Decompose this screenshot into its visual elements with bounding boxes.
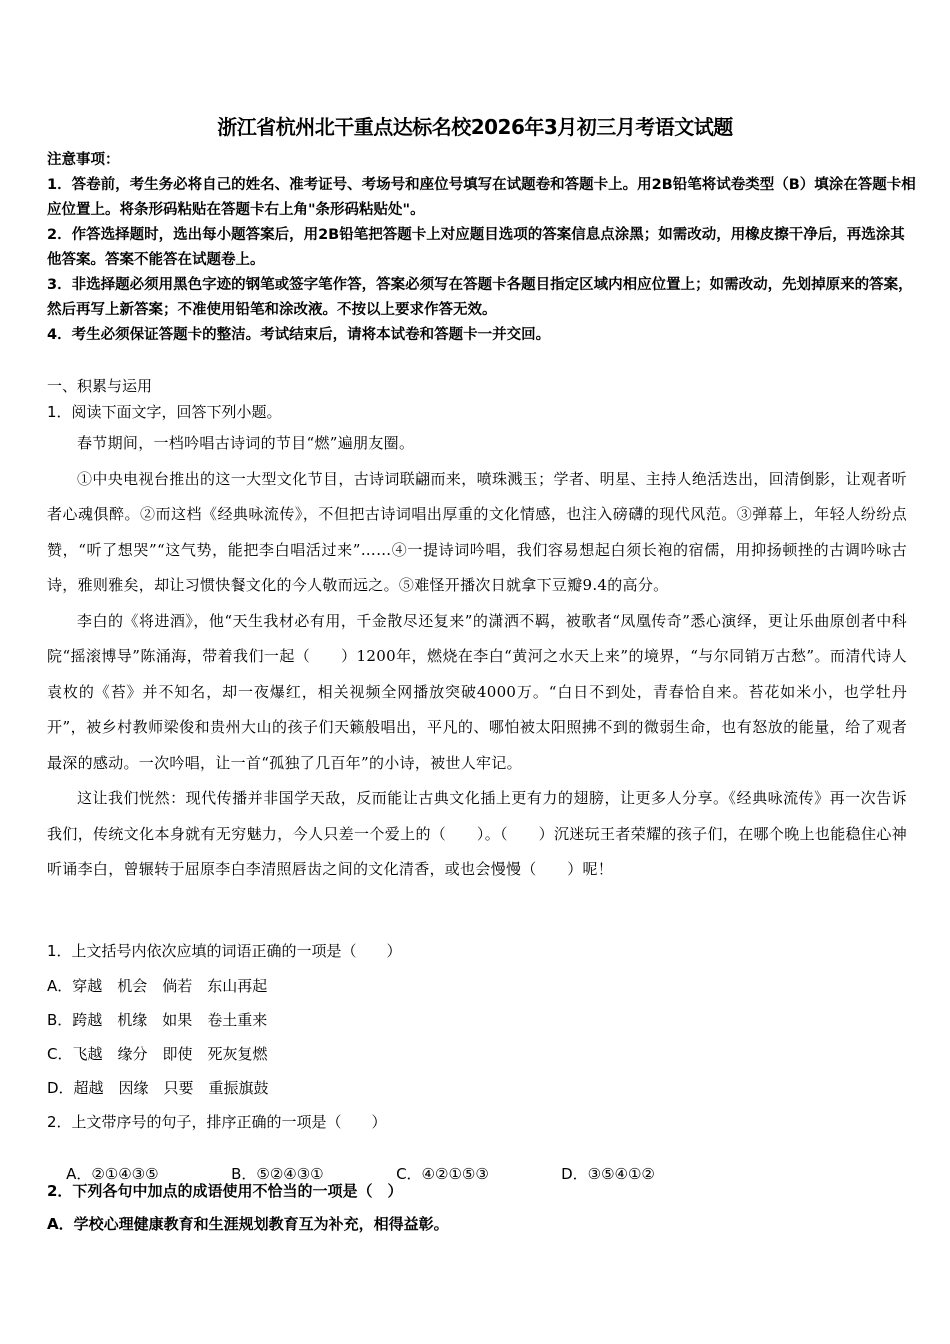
notice-heading: 注意事项： bbox=[47, 152, 120, 168]
sub2-option-d: D．③⑤④①② bbox=[561, 1165, 655, 1183]
q1-prompt: 1．阅读下面文字，回答下列小题。 bbox=[47, 403, 282, 421]
q2-option-a: A．学校心理健康教育和生涯规划教育互为补充，相得益彰。 bbox=[47, 1215, 449, 1233]
sub-question-1: 1．上文括号内依次应填的词语正确的一项是（ ） bbox=[47, 942, 402, 960]
sub1-option-c: C．飞越 缘分 即使 死灰复燃 bbox=[47, 1045, 268, 1063]
notice-item-3: 3．非选择题必须用黑色字迹的钢笔或签字笔作答，答案必须写在答题卡各题目指定区域内相应位置上；如需改动，先划掉原来的答案，然后再写上新答案；不准使用铅笔和涂改液。不按以上要求作答无效。 bbox=[47, 277, 913, 318]
sub1-option-b: B．跨越 机缘 如果 卷土重来 bbox=[47, 1011, 268, 1029]
section-heading: 一、积累与运用 bbox=[47, 377, 153, 395]
passage-paragraph-4: 这让我们恍然：现代传播并非国学天敌，反而能让古典文化插上更有力的翅膀，让更多人分享。《经典咏流传》再一次告诉我们，传统文化本身就有无穷魅力，今人只差一个爱上的（ ）。（ ）沉迷玩王者荣耀的孩子们，在哪个晚上也能稳住心神听诵李白，曾辗转于屈原李白李清照唇齿之间的文化清香，或也会慢慢（ ）呢！ bbox=[47, 789, 907, 878]
question-2: 2．下列各句中加点的成语使用不恰当的一项是（ ） bbox=[47, 1182, 403, 1200]
notice-block bbox=[47, 148, 917, 348]
notice-item-2: 2．作答选择题时，选出每小题答案后，用2B铅笔把答题卡上对应题目选项的答案信息点涂黑；如需改动，用橡皮擦干净后，再选涂其他答案。答案不能答在试题卷上。 bbox=[47, 227, 905, 268]
notice-item-1: 1．答卷前，考生务必将自己的姓名、准考证号、考场号和座位号填写在试题卷和答题卡上。用2B铅笔将试卷类型（B）填涂在答题卡相应位置上。将条形码粘贴在答题卡右上角"条形码粘贴处"。 bbox=[47, 177, 916, 218]
passage-paragraph-2: ①中央电视台推出的这一大型文化节目，古诗词联翩而来，喷珠溅玉；学者、明星、主持人绝活迭出，回清倒影，让观者听者心魂俱醉。②而这档《经典咏流传》，不但把古诗词唱出厚重的文化情感，也注入磅礴的现代风范。③弹幕上，年轻人纷纷点赞，“听了想哭”“这气势，能把李白唱活过来”……④一提诗词吟唱，我们容易想起白须长袍的宿儒，用抑扬顿挫的古调吟咏古诗，雅则雅矣，却让习惯快餐文化的今人敬而远之。⑤难怪开播次日就拿下豆瓣9.4的高分。 bbox=[47, 469, 907, 594]
sub-question-2: 2．上文带序号的句子，排序正确的一项是（ ） bbox=[47, 1113, 387, 1131]
page-title: 浙江省杭州北干重点达标名校2026年3月初三月考语文试题 bbox=[217, 115, 733, 139]
sub2-option-c: C．④②①⑤③ bbox=[396, 1165, 489, 1183]
sub1-option-d: D．超越 因缘 只要 重振旗鼓 bbox=[47, 1079, 269, 1097]
passage-paragraph-1: 春节期间，一档吟唱古诗词的节目“燃”遍朋友圈。 bbox=[77, 434, 415, 452]
passage-paragraph-3: 李白的《将进酒》，他“天生我材必有用，千金散尽还复来”的潇洒不羁，被歌者“凤凰传奇”悉心演绎，更让乐曲原创者中科院“摇滚博导”陈涌海，带着我们一起（ ）1200年，燃烧在李白“黄河之水天上来”的境界，“与尔同销万古愁”。而清代诗人袁枚的《苔》并不知名，却一夜爆红，相关视频全网播放突破4000万。“白日不到处，青春恰自来。苔花如米小，也学牡丹开”，被乡村教师梁俊和贵州大山的孩子们天籁般唱出，平凡的、哪怕被太阳照拂不到的微弱生命，也有怒放的能量，给了观者最深的感动。一次吟唱，让一首“孤独了几百年”的小诗，被世人牢记。 bbox=[47, 611, 907, 772]
sub2-option-a: A．②①④③⑤ bbox=[66, 1165, 159, 1183]
notice-item-4: 4．考生必须保证答题卡的整洁。考试结束后，请将本试卷和答题卡一并交回。 bbox=[47, 327, 551, 343]
sub1-option-a: A．穿越 机会 倘若 东山再起 bbox=[47, 977, 268, 995]
reading-passage bbox=[47, 426, 907, 888]
sub2-option-b: B．⑤②④③① bbox=[231, 1165, 324, 1183]
